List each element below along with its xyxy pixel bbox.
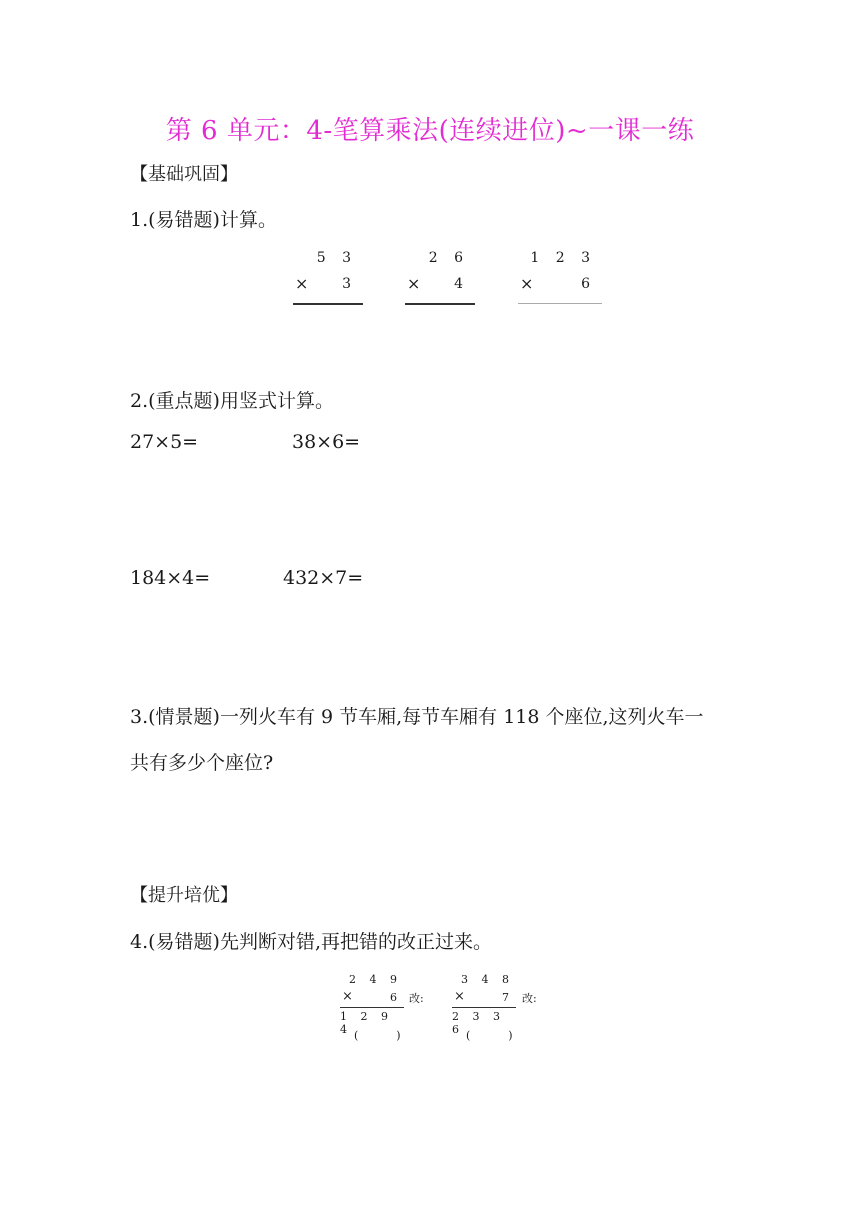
- multiplicand: 1 2 3: [530, 250, 596, 266]
- rule-line: [340, 1007, 404, 1008]
- judge-blank[interactable]: [466, 1029, 513, 1042]
- section-basic: 【基础巩固】: [130, 164, 238, 185]
- q4-problem-1: [340, 973, 404, 1042]
- q3-line-1: 3.(情景题)一列火车有 9 节车厢,每节车厢有 118 个座位,这列火车一: [130, 706, 704, 728]
- multiplier: 7: [502, 991, 514, 1004]
- q4-fix-label-1: 改:: [409, 992, 424, 1005]
- paren-close: ): [508, 1029, 513, 1042]
- rule-line: [293, 303, 363, 305]
- multiplier: 6: [581, 276, 596, 292]
- q1-problem-1: [293, 250, 363, 310]
- rule-line: [405, 303, 475, 305]
- paren-close: ): [396, 1029, 401, 1042]
- q4-fix-label-2: 改:: [522, 992, 537, 1005]
- q2-item-3: 184×4=: [130, 567, 211, 589]
- multiplicand: 2 4 9: [349, 973, 402, 986]
- times-sign: ×: [520, 274, 534, 293]
- times-sign: ×: [295, 274, 309, 293]
- rule-line: [452, 1007, 516, 1008]
- times-sign: ×: [407, 274, 421, 293]
- q1-problem-2: [405, 250, 475, 310]
- q3-line-2: 共有多少个座位?: [130, 752, 274, 774]
- q2-item-1: 27×5=: [130, 431, 199, 453]
- multiplicand: 3 4 8: [461, 973, 514, 986]
- paren-open: (: [466, 1029, 471, 1042]
- section-advanced: 【提升培优】: [130, 885, 238, 906]
- q4-problem-2: [452, 973, 516, 1042]
- multiplicand: 2 6: [428, 250, 469, 266]
- times-sign: ×: [454, 989, 465, 1004]
- page-title: 第 6 单元：4-笔算乘法(连续进位)~一课一练: [165, 116, 695, 146]
- q2-item-2: 38×6=: [292, 431, 361, 453]
- product: 1 2 9 4: [340, 1010, 393, 1036]
- multiplier: 3: [342, 276, 357, 292]
- multiplier: 6: [390, 991, 402, 1004]
- q2-label: 2.(重点题)用竖式计算。: [130, 390, 334, 412]
- q1-label: 1.(易错题)计算。: [130, 209, 277, 231]
- multiplier: 4: [454, 276, 469, 292]
- judge-blank[interactable]: [354, 1029, 401, 1042]
- q1-problem-3: [518, 250, 602, 310]
- q4-label: 4.(易错题)先判断对错,再把错的改正过来。: [130, 931, 492, 953]
- q2-item-4: 432×7=: [283, 567, 364, 589]
- product: 2 3 3 6: [452, 1010, 505, 1036]
- rule-line: [518, 303, 602, 304]
- times-sign: ×: [342, 989, 353, 1004]
- multiplicand: 5 3: [316, 250, 357, 266]
- paren-open: (: [354, 1029, 359, 1042]
